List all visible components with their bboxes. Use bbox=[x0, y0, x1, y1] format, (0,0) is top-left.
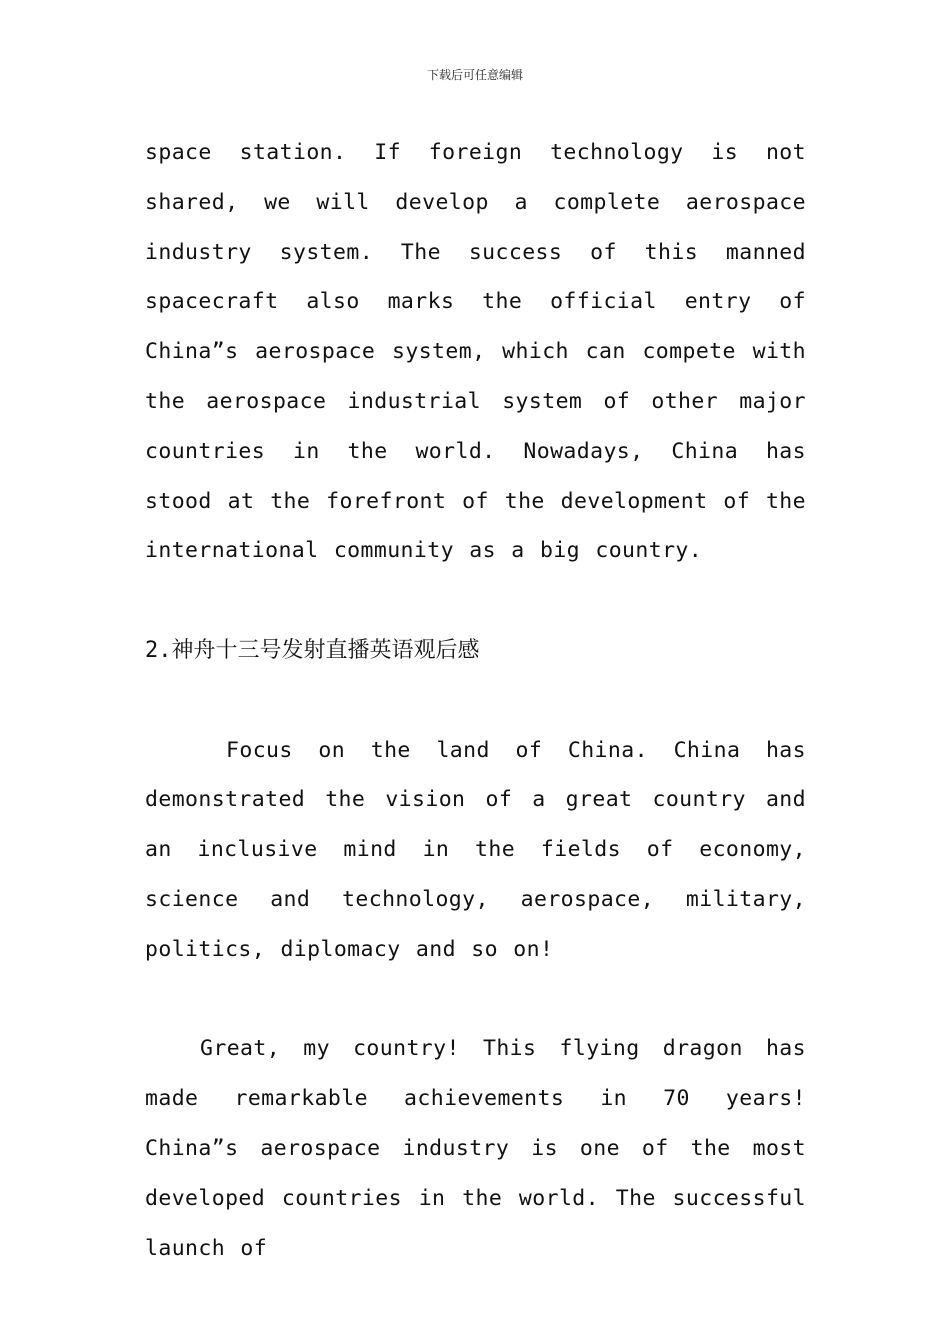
spacer bbox=[145, 576, 806, 626]
paragraph-focus-china: Focus on the land of China. China has demonstrated the vision of a great country and an inclusive mind in the fields of economy, science and technology, aerospace, military, politics, diplomacy and so on! bbox=[145, 737, 806, 962]
page-header: 下载后可任意编辑 bbox=[426, 68, 523, 82]
spacer bbox=[145, 676, 806, 726]
paragraph-space-station: space station. If foreign technology is not shared, we will develop a complete aerospace industry system. The success of this manned spacecraft also marks the official entry of China”s aerospace system, which can compete with the aerospace industrial system of other major countries in the world. Nowadays, China has stood at the forefront of the development of the international community as a big country. bbox=[145, 140, 806, 564]
spacer bbox=[145, 975, 806, 1025]
paragraph-great-country: Great, my country! This flying dragon has made remarkable achievements in 70 years! China”s aerospace industry is one of the most developed countries in the world. The successful launch of bbox=[145, 1036, 806, 1261]
section-heading: 2.神舟十三号发射直播英语观后感 bbox=[145, 637, 480, 663]
document-body bbox=[145, 128, 806, 1273]
